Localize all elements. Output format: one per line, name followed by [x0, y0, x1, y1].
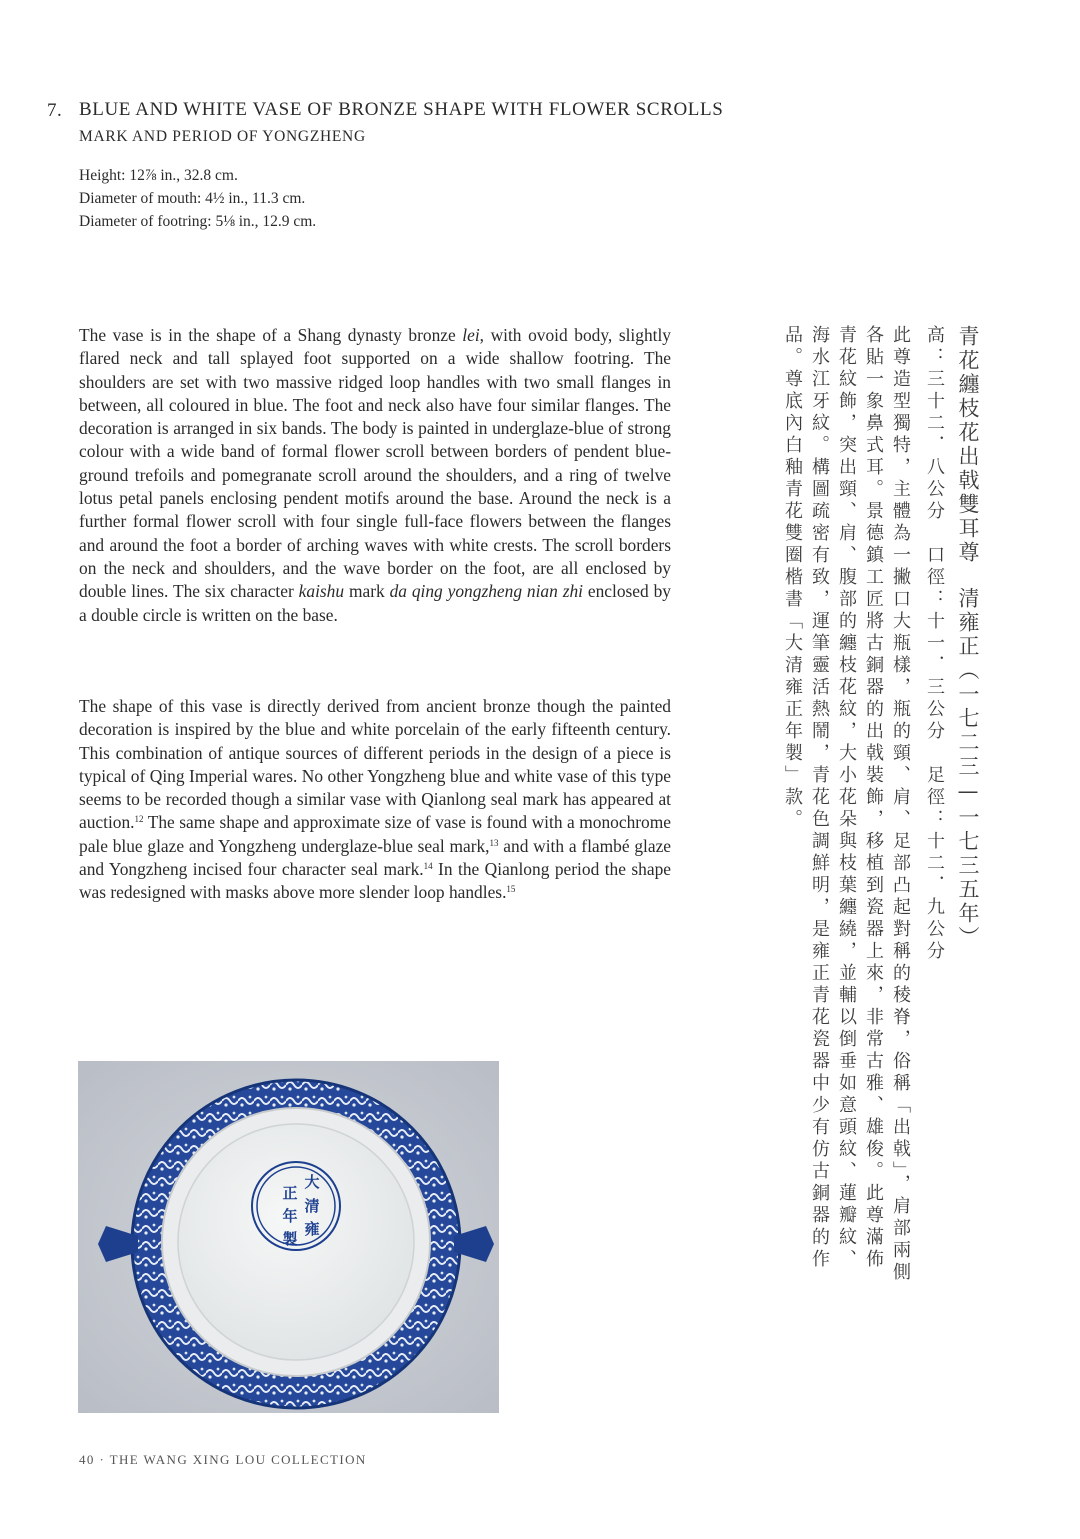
collection-name: THE WANG XING LOU COLLECTION: [109, 1452, 367, 1467]
footer-separator: ·: [99, 1452, 106, 1467]
description-paragraph-1: [79, 324, 671, 627]
footnote-12: 12: [134, 814, 144, 825]
p2-text-c: and with a flambé glaze and Yongzheng incised four character seal mark.: [79, 835, 672, 880]
page-footer: [79, 1452, 367, 1468]
entry-subtitle: MARK AND PERIOD OF YONGZHENG: [79, 128, 366, 145]
chinese-text-column-5: 品。尊底內白釉青花雙圈楷書「大清雍正年製」款。: [782, 325, 803, 831]
dimensions-block: [79, 164, 316, 233]
reign-mark-char: 正: [282, 1184, 298, 1202]
entry-title: BLUE AND WHITE VASE OF BRONZE SHAPE WITH FLOWER SCROLLS: [79, 99, 724, 120]
chinese-title-column: [956, 325, 980, 950]
entry-number: 7.: [47, 100, 63, 121]
vase-base-illustration: [78, 1061, 499, 1413]
p2-text-a: The shape of this vase is directly derived from ancient bronze though the painted decoration is inspired by the blue and white porcelain of the early fifteenth century. This combination of antique sources of different periods in the design of a piece is typical of Qing Imperial wares. No other Yongzheng blue and white vase of this type seems to be recorded though a similar vase with Qianlong seal mark has appeared at auction.: [79, 696, 671, 833]
description-paragraph-2: [79, 695, 671, 905]
p1-term-kaishu: kaishu: [298, 581, 345, 602]
dimension-height: Height: 12⅞ in., 32.8 cm.: [79, 167, 238, 184]
p1-text-a: The vase is in the shape of a Shang dynasty bronze: [79, 325, 463, 345]
reign-mark-char: 製: [282, 1230, 298, 1248]
p1-text-b: , with ovoid body, slightly flared neck and tall splayed foot supported on a wide shallow footring. The shoulders are set with two massive ridged loop handles with two small flanges in between, all coloured in blue. The foot and neck also have four similar flanges. The decoration is arranged in six bands. The body is painted in underglaze-blue of strong colour with a wide band of formal flower scroll between borders of pendent blue-ground trefoils and pomegranate scroll around the shoulders, and a ring of twelve lotus petal panels enclosing pendent motifs around the base. Around the neck is a further formal flower scroll with four single full-face flowers between the flanges and around the foot a border of arching waves with white crests. The scroll borders on the neck and shoulders, and the wave border on the foot, are all enclosed by double lines. The six character: [79, 325, 672, 602]
p1-text-c: mark: [344, 581, 390, 602]
page-number: 40: [79, 1452, 95, 1467]
reign-mark-char: 雍: [304, 1220, 320, 1238]
dimension-mouth: Diameter of mouth: 4½ in., 11.3 cm.: [79, 190, 306, 207]
p1-term-mark: da qing yongzheng nian zhi: [389, 581, 583, 602]
chinese-period: 清雍正（一七二三—一七三五年）: [956, 587, 980, 950]
p2-text-b: The same shape and approximate size of vase is found with a monochrome pale blue glaze and Yongzheng underglaze-blue seal mark,: [79, 812, 671, 856]
p1-text-d: enclosed by a double circle is written on the base.: [79, 581, 671, 625]
vase-base-photo: [78, 1061, 499, 1413]
chinese-text-column-1: 此尊造型獨特，主體為一撇口大瓶樣，瓶的頸、肩、足部凸起對稱的稜脊，俗稱「出戟」，肩部兩側: [890, 325, 911, 1284]
chinese-height: 高：三十二．八公分: [924, 325, 945, 523]
reign-mark-char: 清: [304, 1197, 320, 1215]
chinese-title: 青花纏枝花出戟雙耳尊: [956, 325, 980, 565]
chinese-text-column-3: 青花紋飾，突出頸、肩、腹部的纏枝花紋，大小花朵與枝葉纏繞，並輔以倒垂如意頭紋、蓮瓣紋、: [836, 325, 857, 1271]
chinese-dimensions-column: [922, 325, 946, 963]
dimension-footring: Diameter of footring: 5⅛ in., 12.9 cm.: [79, 213, 317, 230]
reign-mark-char: 年: [282, 1207, 298, 1225]
p1-term-lei: lei: [462, 325, 480, 345]
chinese-text-column-2: 各貼一象鼻式耳。景德鎮工匠將古銅器的出戟裝飾，移植到瓷器上來，非常古雅、雄俊。此尊滿佈: [863, 325, 884, 1271]
chinese-foot: 足徑：十二．九公分: [924, 765, 945, 963]
chinese-text-column-4: 海水江牙紋。構圖疏密有致，運筆靈活熱鬧，青花色調鮮明，是雍正青花瓷器中少有仿古銅器的作: [809, 325, 830, 1271]
reign-mark-char: 大: [304, 1173, 320, 1191]
p2-text-d: In the Qianlong period the shape was redesigned with masks above more slender loop handles.: [79, 859, 671, 903]
chinese-mouth: 口徑：十一．三公分: [924, 545, 945, 743]
footnote-15: 15: [506, 884, 516, 895]
footnote-13: 13: [489, 837, 499, 848]
footnote-14: 14: [423, 861, 433, 872]
